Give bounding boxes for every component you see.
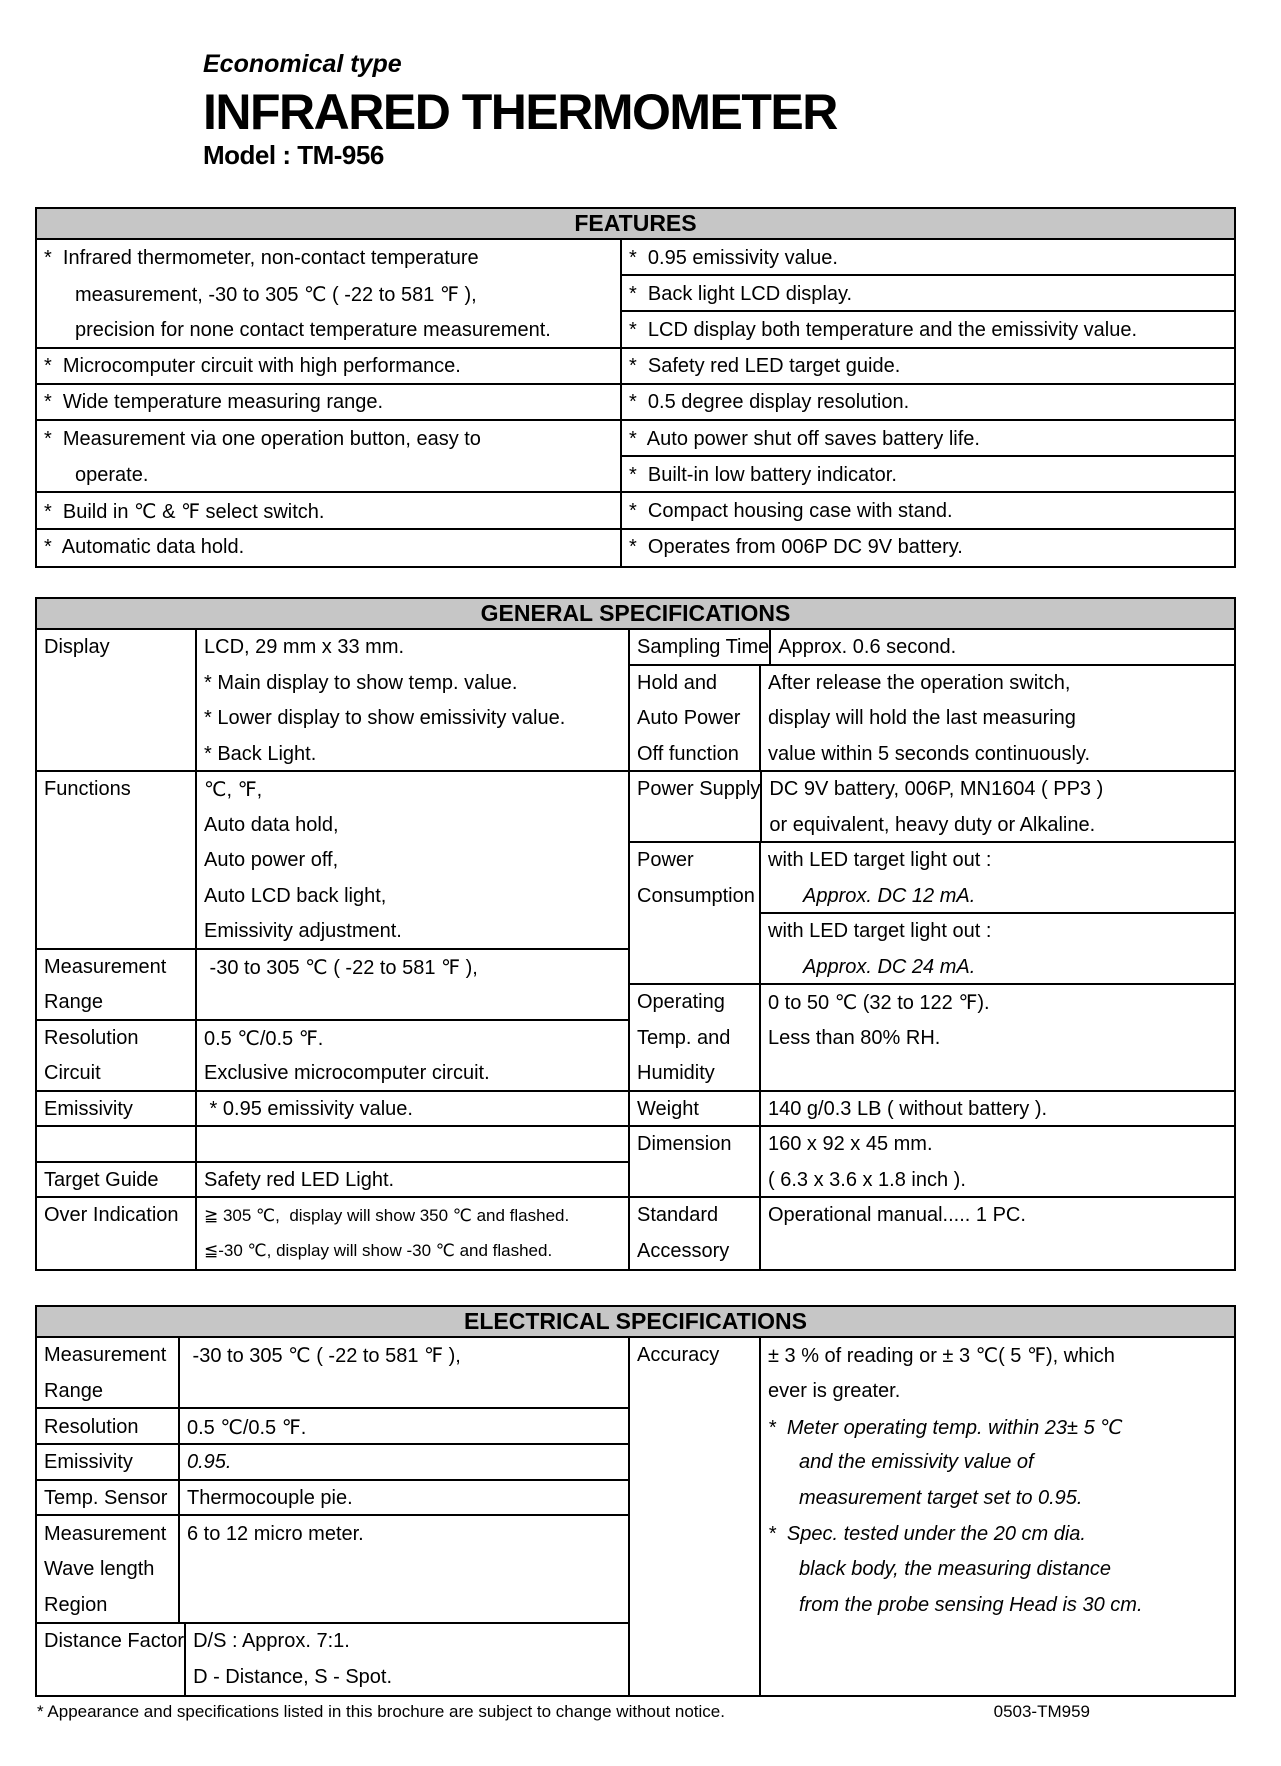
spec-label: Hold and Auto Power Off function — [630, 666, 761, 771]
row-weight — [630, 1092, 1234, 1128]
feature-item — [37, 421, 620, 493]
feature-item — [622, 493, 1234, 529]
spec-value: Operational manual..... 1 PC. — [768, 1204, 1026, 1227]
spec-label: Resolution — [37, 1409, 180, 1443]
spec-value — [197, 1127, 628, 1161]
spec-value: Approx. 0.6 second. — [778, 636, 957, 659]
spec-value: * 0.95 emissivity value. — [204, 1097, 413, 1120]
spec-value: Thermocouple pie. — [187, 1487, 353, 1510]
general-left-column — [37, 630, 628, 1269]
general-specifications-heading: GENERAL SPECIFICATIONS — [37, 599, 1234, 630]
spec-value: -30 to 305 ℃ ( -22 to 581 ℉ ), — [187, 1345, 461, 1368]
spec-value: Safety red LED Light. — [204, 1168, 395, 1191]
spec-label: Dimension — [630, 1127, 761, 1196]
footer-code: 0503-TM959 — [993, 1702, 1090, 1721]
feature-text: measurement, -30 to 305 ℃ ( -22 to 581 ℉ ), — [75, 283, 477, 306]
spec-label: Distance Factor — [37, 1624, 186, 1695]
feature-item — [622, 349, 1234, 385]
spec-value: 0.95. — [187, 1451, 232, 1474]
spec-value: ± 3 % of reading or ± 3 ℃( 5 ℉), which ever is greater. * Meter operating temp. within 23± 5 ℃ and the emissivity value of measurement target set to 0.95. * Spec. tested under the 20 cm dia. black body, the measuring distance from the probe sensing Head is 30 cm. — [768, 1345, 1143, 1617]
spec-label: Operating Temp. and Humidity — [630, 985, 761, 1090]
row-target-guide — [37, 1163, 628, 1199]
feature-text: * 0.5 degree display resolution. — [629, 391, 910, 414]
row-accuracy — [630, 1338, 1234, 1695]
row-standard-accessory — [630, 1198, 1234, 1269]
feature-item — [37, 240, 620, 349]
page-footer — [37, 1702, 1090, 1722]
spec-label: Over Indication — [37, 1198, 197, 1269]
row-power-supply — [630, 772, 1234, 843]
spec-label: Accuracy — [630, 1338, 761, 1695]
spec-label — [37, 1127, 197, 1161]
row-temp-sensor — [37, 1481, 628, 1517]
feature-text: * Microcomputer circuit with high performance. — [44, 355, 461, 378]
spec-label: Power Supply — [630, 772, 762, 841]
feature-text: * Automatic data hold. — [44, 536, 245, 559]
feature-item — [622, 312, 1234, 348]
feature-text: * 0.95 emissivity value. — [629, 246, 838, 269]
spec-value: 6 to 12 micro meter. — [187, 1522, 364, 1545]
spec-value: D/S : Approx. 7:1. D - Distance, S - Spot. — [193, 1629, 393, 1688]
general-specifications-table — [35, 597, 1236, 1271]
spec-label: Functions — [37, 772, 197, 948]
feature-item — [622, 457, 1234, 493]
spec-value: LCD, 29 mm x 33 mm. * Main display to show temp. value. * Lower display to show emissivity value. * Back Light. — [204, 636, 566, 765]
spec-label: Sampling Time — [630, 630, 771, 664]
row-measurement-range — [37, 950, 628, 1021]
footer-note: * Appearance and specifications listed in this brochure are subject to change without notice. — [37, 1702, 725, 1721]
features-left-column — [37, 240, 620, 566]
spec-label: Temp. Sensor — [37, 1481, 180, 1515]
electrical-specifications-heading: ELECTRICAL SPECIFICATIONS — [37, 1307, 1234, 1338]
spec-label: Emissivity — [37, 1092, 197, 1126]
spec-label: Measurement Range — [37, 1338, 180, 1407]
electrical-left-column — [37, 1338, 628, 1695]
spec-label: Measurement Wave length Region — [37, 1516, 180, 1621]
spec-label: Target Guide — [37, 1163, 197, 1197]
feature-item — [622, 530, 1234, 566]
row-empty — [37, 1127, 628, 1163]
feature-text: * Build in ℃ & ℉ select switch. — [44, 500, 325, 523]
feature-text: * Built-in low battery indicator. — [629, 463, 897, 486]
row-display — [37, 630, 628, 772]
row-power-consumption — [630, 843, 1234, 985]
spec-value: -30 to 305 ℃ ( -22 to 581 ℉ ), — [204, 956, 478, 979]
feature-text: * Compact housing case with stand. — [629, 499, 953, 522]
spec-value: 0 to 50 ℃ (32 to 122 ℉). Less than 80% RH. — [768, 992, 990, 1049]
spec-value — [761, 843, 1234, 983]
row-resolution — [37, 1409, 628, 1445]
spec-value: DC 9V battery, 006P, MN1604 ( PP3 ) or equivalent, heavy duty or Alkaline. — [769, 778, 1104, 836]
feature-item — [37, 530, 620, 566]
spec-label: Standard Accessory — [630, 1198, 761, 1269]
feature-item — [37, 493, 620, 529]
spec-value: ℃, ℉, Auto data hold, Auto power off, Auto LCD back light, Emissivity adjustment. — [204, 779, 402, 943]
feature-text: * Operates from 006P DC 9V battery. — [629, 536, 963, 559]
electrical-right-column — [628, 1338, 1234, 1695]
row-measurement-wavelength-region — [37, 1516, 628, 1623]
row-distance-factor — [37, 1624, 628, 1695]
spec-label: Display — [37, 630, 197, 770]
row-dimension — [630, 1127, 1234, 1198]
feature-item — [622, 385, 1234, 421]
feature-text: operate. — [75, 463, 149, 486]
row-over-indication — [37, 1198, 628, 1269]
feature-text: * Wide temperature measuring range. — [44, 391, 384, 414]
row-sampling-time — [630, 630, 1234, 666]
feature-text: * Back light LCD display. — [629, 282, 853, 305]
row-functions — [37, 772, 628, 950]
feature-text: * LCD display both temperature and the emissivity value. — [629, 318, 1138, 341]
spec-label: Power Consumption — [630, 843, 761, 983]
spec-value: 160 x 92 x 45 mm. ( 6.3 x 3.6 x 1.8 inch ). — [768, 1133, 966, 1191]
model-number: Model : TM-956 — [203, 140, 384, 170]
feature-text: * Safety red LED target guide. — [629, 355, 901, 378]
row-operating-temp-humidity — [630, 985, 1234, 1092]
spec-value: ≧ 305 ℃, display will show 350 ℃ and flashed. ≦-30 ℃, display will show -30 ℃ and flashed. — [204, 1205, 570, 1261]
spec-label: Resolution Circuit — [37, 1021, 197, 1090]
spec-value: 0.5 ℃/0.5 ℉. — [187, 1416, 307, 1439]
features-table — [35, 207, 1236, 568]
features-right-column — [620, 240, 1234, 566]
row-measurement-range — [37, 1338, 628, 1409]
spec-value: 0.5 ℃/0.5 ℉. Exclusive microcomputer circuit. — [204, 1027, 490, 1085]
feature-item — [622, 276, 1234, 312]
feature-text: * Auto power shut off saves battery life. — [629, 427, 980, 450]
row-emissivity — [37, 1445, 628, 1481]
feature-text: * Infrared thermometer, non-contact temperature — [44, 246, 479, 269]
features-heading: FEATURES — [37, 209, 1234, 240]
feature-text: * Measurement via one operation button, easy to — [44, 427, 481, 450]
row-resolution-circuit — [37, 1021, 628, 1092]
tagline: Economical type — [203, 50, 402, 78]
spec-value: After release the operation switch, display will hold the last measuring value within 5 seconds continuously. — [768, 671, 1091, 765]
document-header — [203, 50, 837, 171]
spec-label: Emissivity — [37, 1445, 180, 1479]
row-emissivity — [37, 1092, 628, 1128]
spec-label: Measurement Range — [37, 950, 197, 1019]
general-right-column — [628, 630, 1234, 1269]
electrical-specifications-table — [35, 1305, 1236, 1697]
spec-value: 140 g/0.3 LB ( without battery ). — [768, 1097, 1048, 1120]
page-title: INFRARED THERMOMETER — [203, 84, 837, 140]
feature-item — [622, 421, 1234, 457]
spec-label: Weight — [630, 1092, 761, 1126]
row-hold-auto-power-off — [630, 666, 1234, 773]
feature-text: precision for none contact temperature measurement. — [75, 318, 551, 341]
feature-item — [622, 240, 1234, 276]
feature-item — [37, 385, 620, 421]
power-consumption-block-2: with LED target light out : Approx. DC 24 mA. — [768, 920, 992, 978]
power-consumption-block-1: with LED target light out : Approx. DC 12 mA. — [761, 843, 1234, 914]
feature-item — [37, 349, 620, 385]
